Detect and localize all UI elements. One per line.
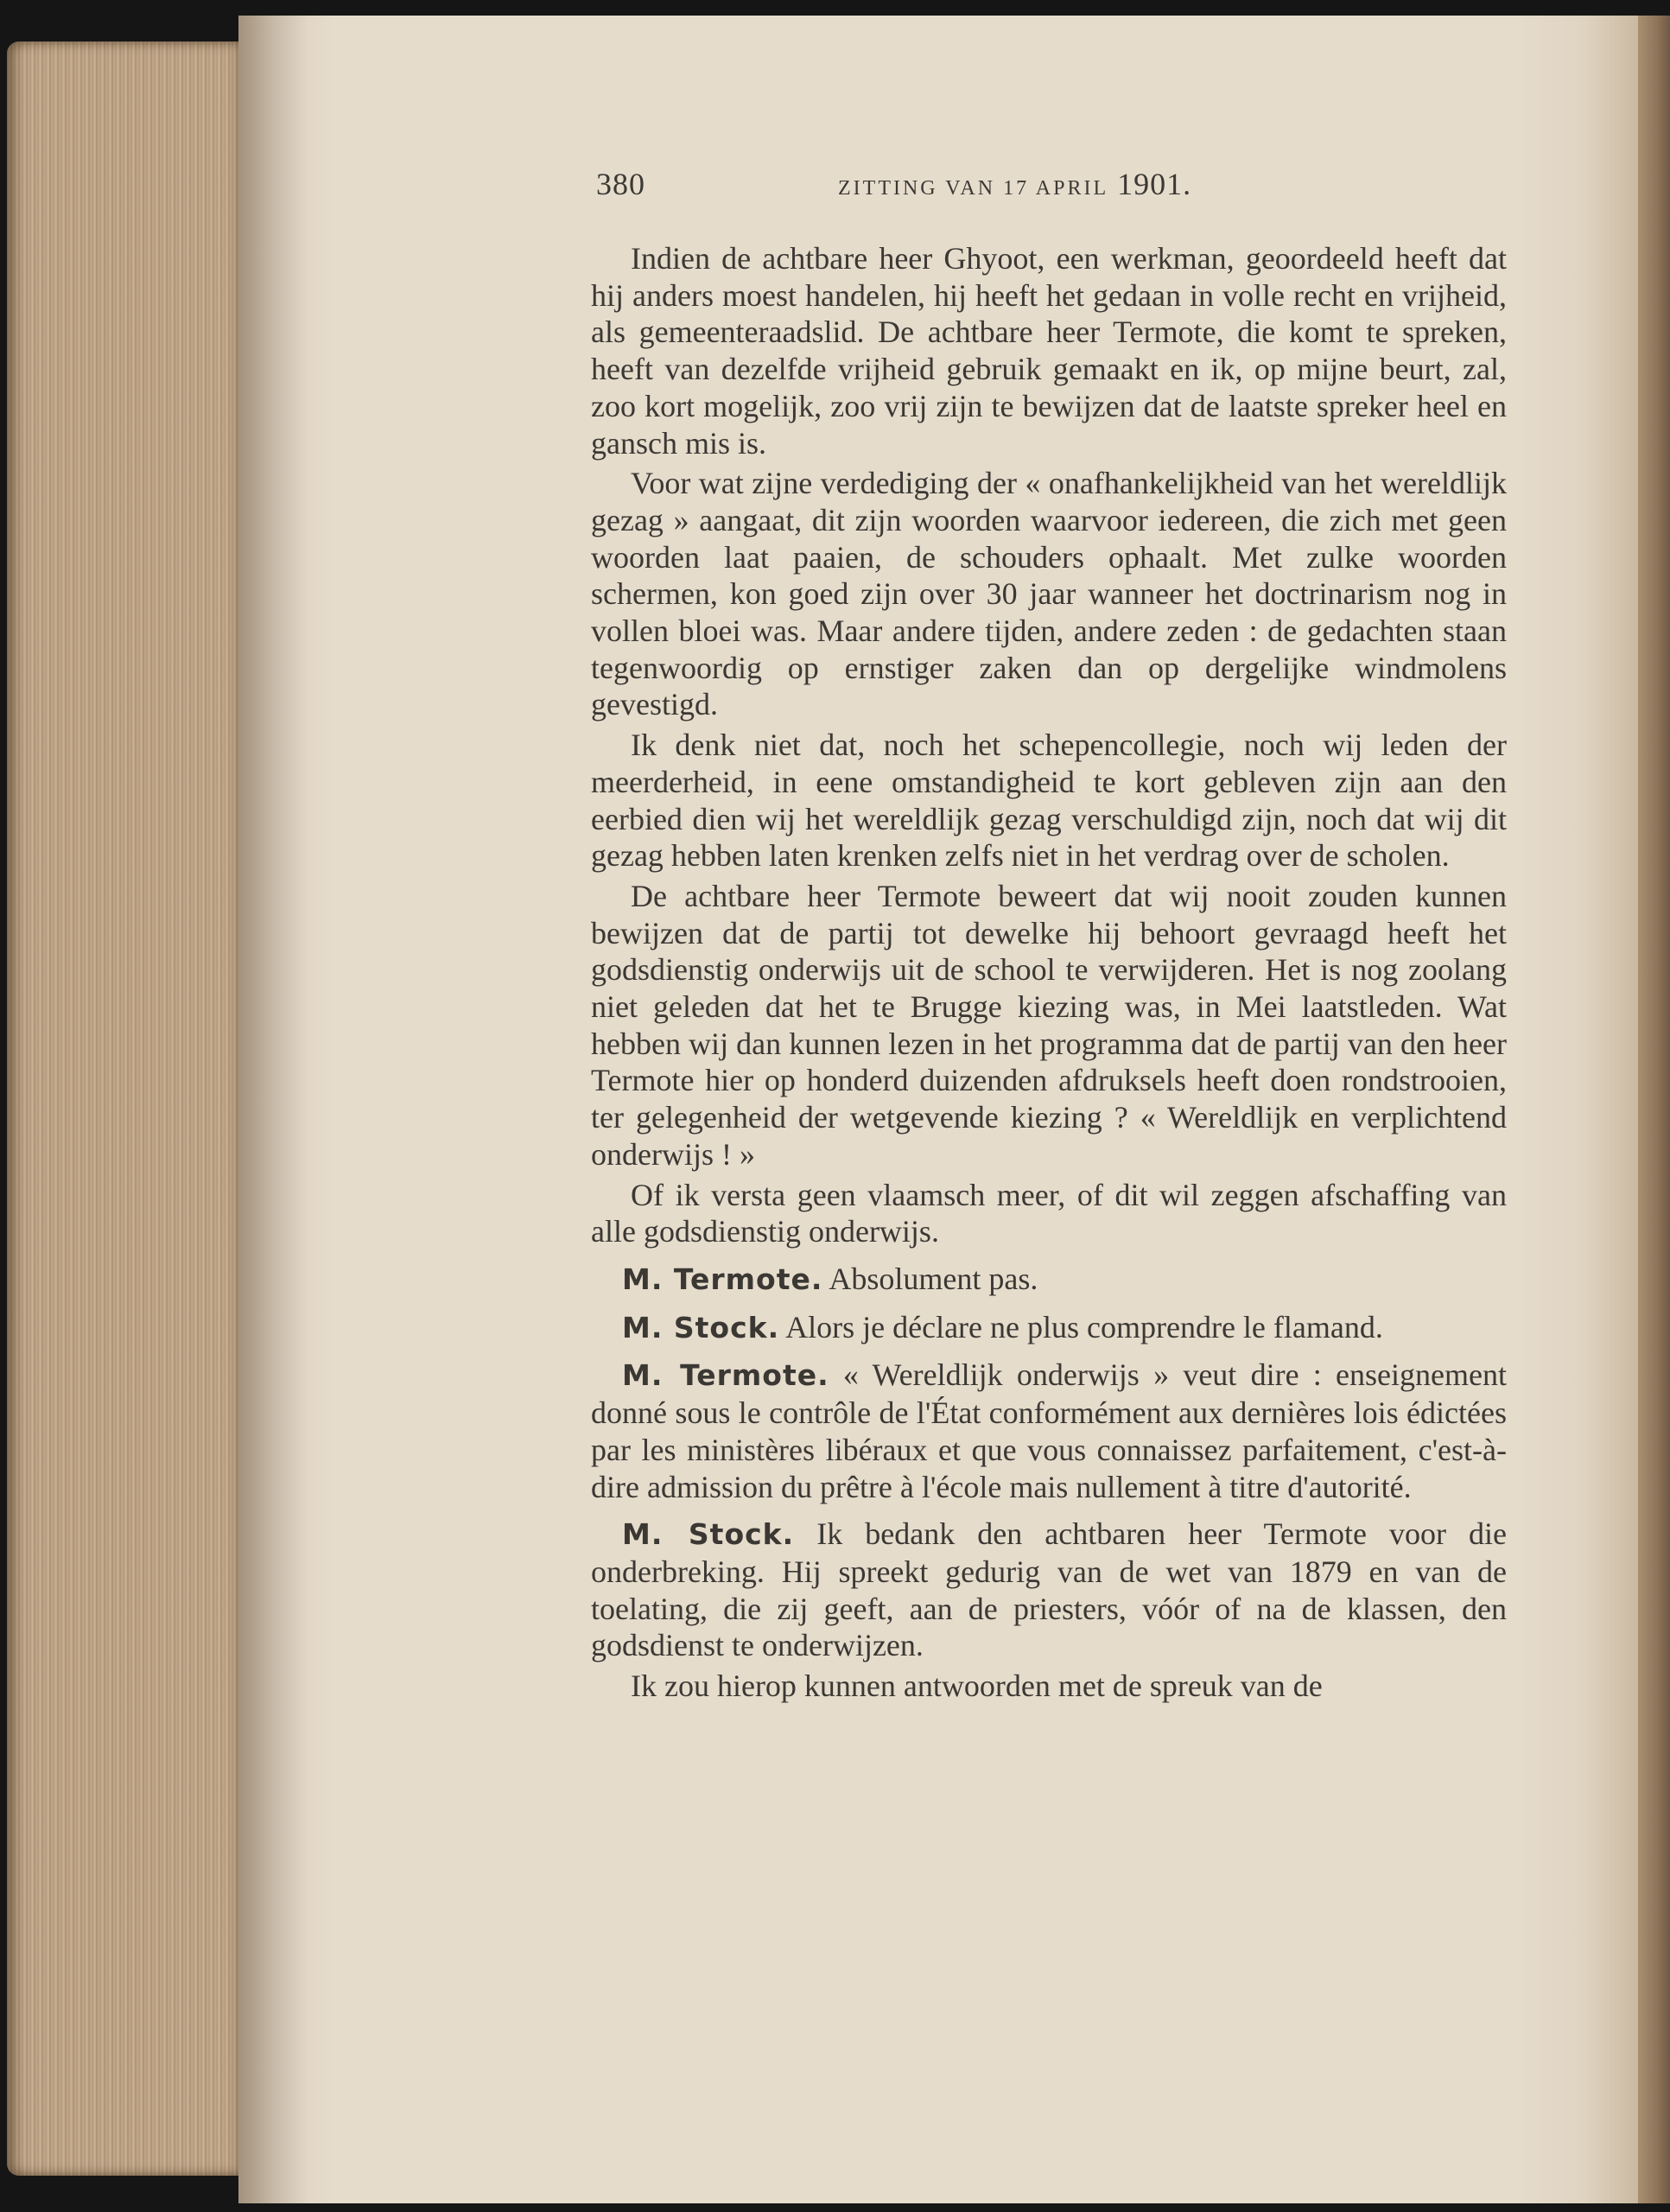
speaker-name: M. Stock.	[622, 1310, 780, 1344]
page-number: 380	[596, 167, 645, 201]
paragraph: Indien de achtbare heer Ghyoot, een werkman, geoordeeld heeft dat hij anders moest handelen, hij heeft het gedaan in volle recht en vrijheid, als gemeenteraadslid. De achtbare heer Termote, die komt te spreken, heeft van dezelfde vrijheid gebruik gemaakt en ik, op mijne beurt, zal, zoo kort mogelijk, zoo vrij zijn te bewijzen dat de laatste spreker heel en gansch mis is.	[591, 241, 1507, 461]
running-title-year: 1901.	[1117, 167, 1192, 201]
speech-text: Alors je déclare ne plus comprendre le flamand.	[785, 1309, 1383, 1344]
running-header	[596, 166, 1512, 206]
paragraph: Ik denk niet dat, noch het schepencollegie, noch wij leden der meerderheid, in eene omstandigheid te kort gebleven zijn aan den eerbied dien wij het wereldlijk gezag verschuldigd zijn, noch dat wij dit gezag hebben laten krenken zelfs niet in het verdrag over de scholen.	[591, 728, 1507, 874]
speaker-name: M. Termote.	[622, 1358, 829, 1393]
paragraph: Ik zou hierop kunnen antwoorden met de spreuk van de	[631, 1669, 1323, 1704]
running-title-month: APRIL	[1035, 177, 1109, 200]
speech-text: Ik bedank den achtbaren heer Termote voor die onderbreking. Hij spreekt gedurig van de wet van 1879 en van de toelating, die zij geeft, aan de priesters, vóór of na de klassen, den godsdienst te onderwijzen.	[591, 1516, 1508, 1663]
running-title	[838, 166, 1191, 202]
speaker-name: M. Stock.	[622, 1517, 795, 1552]
speech	[591, 1516, 1507, 1664]
speech-text: Absolument pas.	[829, 1261, 1038, 1296]
paragraph: Voor wat zijne verdediging der « onafhankelijkheid van het wereldlijk gezag » aangaat, dit zijn woorden waarvoor iedereen, die zich met geen woorden laat paaien, de schouders ophaalt. Met zulke woorden schermen, kon goed zijn over 30 jaar wanneer het doctrinarism nog in vollen bloei was. Maar andere tijden, andere zeden : de gedachten staan tegenwoordig op ernstiger zaken dan op dergelijke windmolens gevestigd.	[591, 466, 1507, 722]
page-edges	[7, 41, 242, 2176]
text-body	[591, 240, 1507, 1705]
speech	[591, 1261, 1507, 1299]
speech	[591, 1309, 1507, 1347]
paragraph: De achtbare heer Termote beweert dat wij nooit zouden kunnen bewijzen dat de partij tot dewelke hij behoort gevraagd heeft het godsdienstig onderwijs uit de school te verwijderen. Het is nog zoolang niet geleden dat het te Brugge kiezing was, in Mei laatstleden. Wat hebben wij dan kunnen lezen in het programma dat de partij van den heer Termote hier op honderd duizenden afdruksels heeft doen rondstrooien, ter gelegenheid der wetgevende kiezing ? « Wereldlijk en verplichtend onderwijs ! »	[591, 878, 1507, 1172]
gutter-shadow	[238, 16, 308, 2203]
speech-text: « Wereldlijk onderwijs » veut dire : enseignement donné sous le contrôle de l'État conformément aux dernières lois édictées par les ministères libéraux et que vous connaissez parfaitement, c'est-à-dire admission du prêtre à l'école mais nullement à titre d'autorité.	[591, 1357, 1507, 1504]
paragraph: Of ik versta geen vlaamsch meer, of dit wil zeggen afschaffing van alle godsdienstig onderwijs.	[591, 1177, 1507, 1249]
right-page-edge	[1638, 16, 1670, 2203]
running-title-prefix: ZITTING VAN 17	[838, 177, 1036, 200]
speech	[591, 1357, 1507, 1505]
speaker-name: M. Termote.	[622, 1262, 823, 1296]
